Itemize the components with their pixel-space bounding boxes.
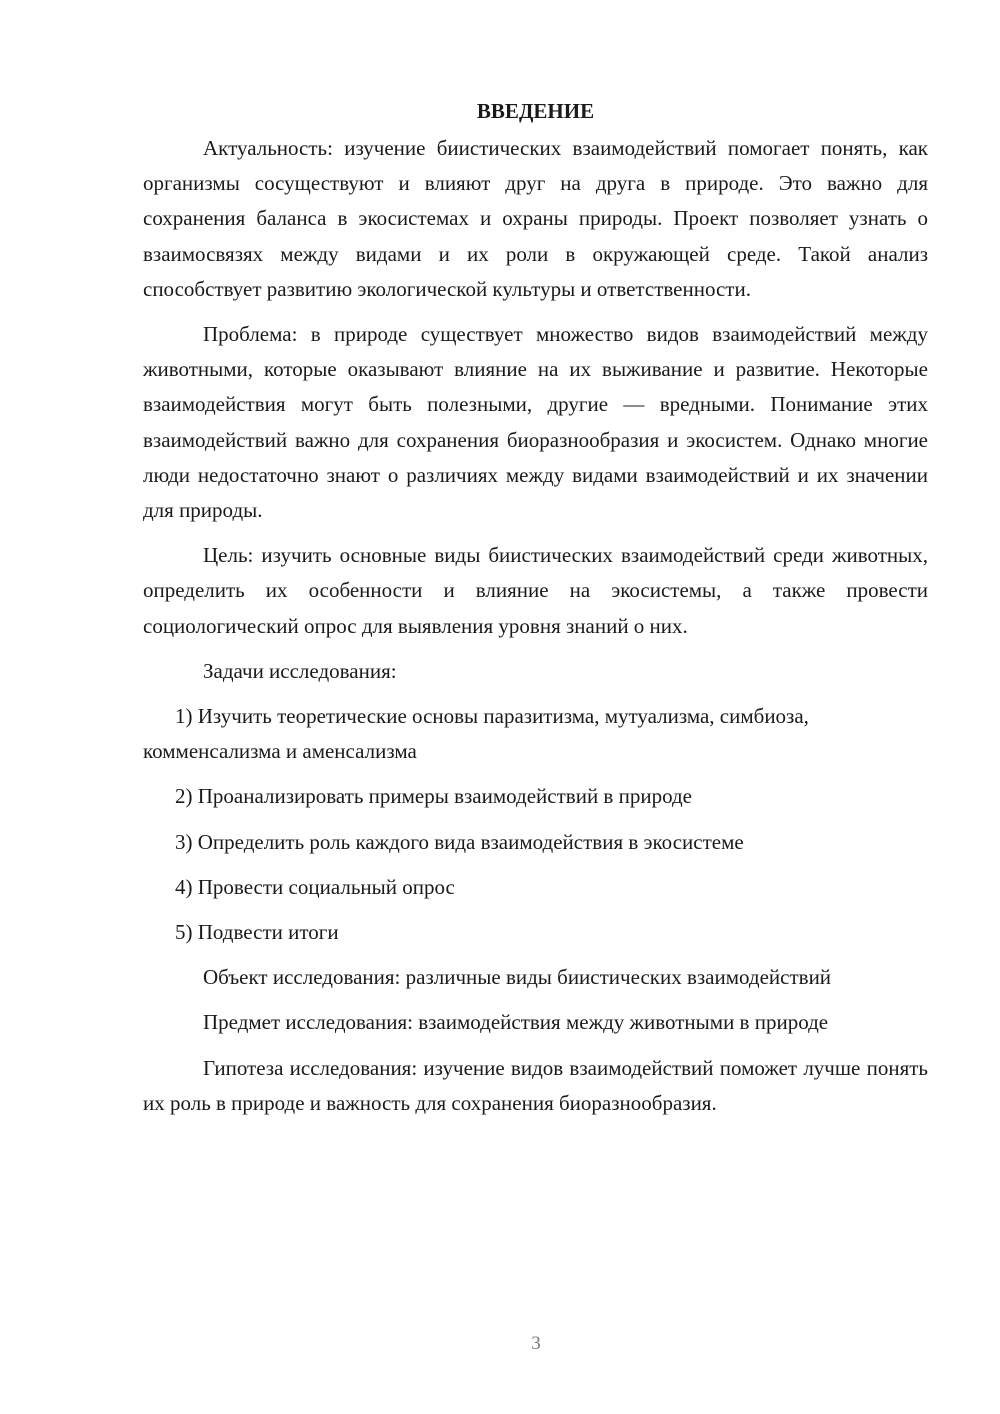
subject-paragraph: Предмет исследования: взаимодействия между животными в природе: [203, 1010, 829, 1035]
goal-paragraph: Цель: изучить основные виды биистических взаимодействий среди животных, определить их особенности и влияние на экосистемы, а также провести социологический опрос для выявления уровня знаний о них.: [143, 543, 928, 638]
relevance-paragraph: Актуальность: изучение биистических взаимодействий помогает понять, как организмы сосуществуют и влияют друг на друга в природе. Это важно для сохранения баланса в экосистемах и охраны природы. Проект позволяет узнать о взаимосвязях между видами и их роли в окружающей среде. Такой анализ способствует развитию экологической культуры и ответственности.: [143, 136, 928, 301]
object-paragraph: Объект исследования: различные виды биистических взаимодействий: [203, 965, 832, 990]
hypothesis-paragraph: Гипотеза исследования: изучение видов взаимодействий поможет лучше понять их роль в природе и важность для сохранения биоразнообразия.: [143, 1055, 928, 1115]
document-page: [143, 96, 928, 1121]
list-item: 1) Изучить теоретические основы паразитизма, мутуализма, симбиоза, комменсализма и аменсализма: [143, 704, 809, 764]
list-item: 5) Подвести итоги: [175, 920, 339, 945]
list-item: 2) Проанализировать примеры взаимодействий в природе: [175, 784, 692, 809]
page-number: 3: [531, 1333, 541, 1354]
problem-paragraph: Проблема: в природе существует множество видов взаимодействий между животными, которые оказывают влияние на их выживание и развитие. Некоторые взаимодействия могут быть полезными, другие — вредными. Понимание этих взаимодействий важно для сохранения биоразнообразия и экосистем. Однако многие люди недостаточно знают о различиях между видами взаимодействий и их значении для природы.: [143, 322, 928, 523]
page-title: ВВЕДЕНИЕ: [476, 99, 595, 123]
tasks-list: [143, 699, 928, 950]
list-item: 3) Определить роль каждого вида взаимодействия в экосистеме: [175, 829, 744, 854]
list-item: 4) Провести социальный опрос: [175, 874, 455, 899]
tasks-heading: Задачи исследования:: [203, 658, 397, 683]
